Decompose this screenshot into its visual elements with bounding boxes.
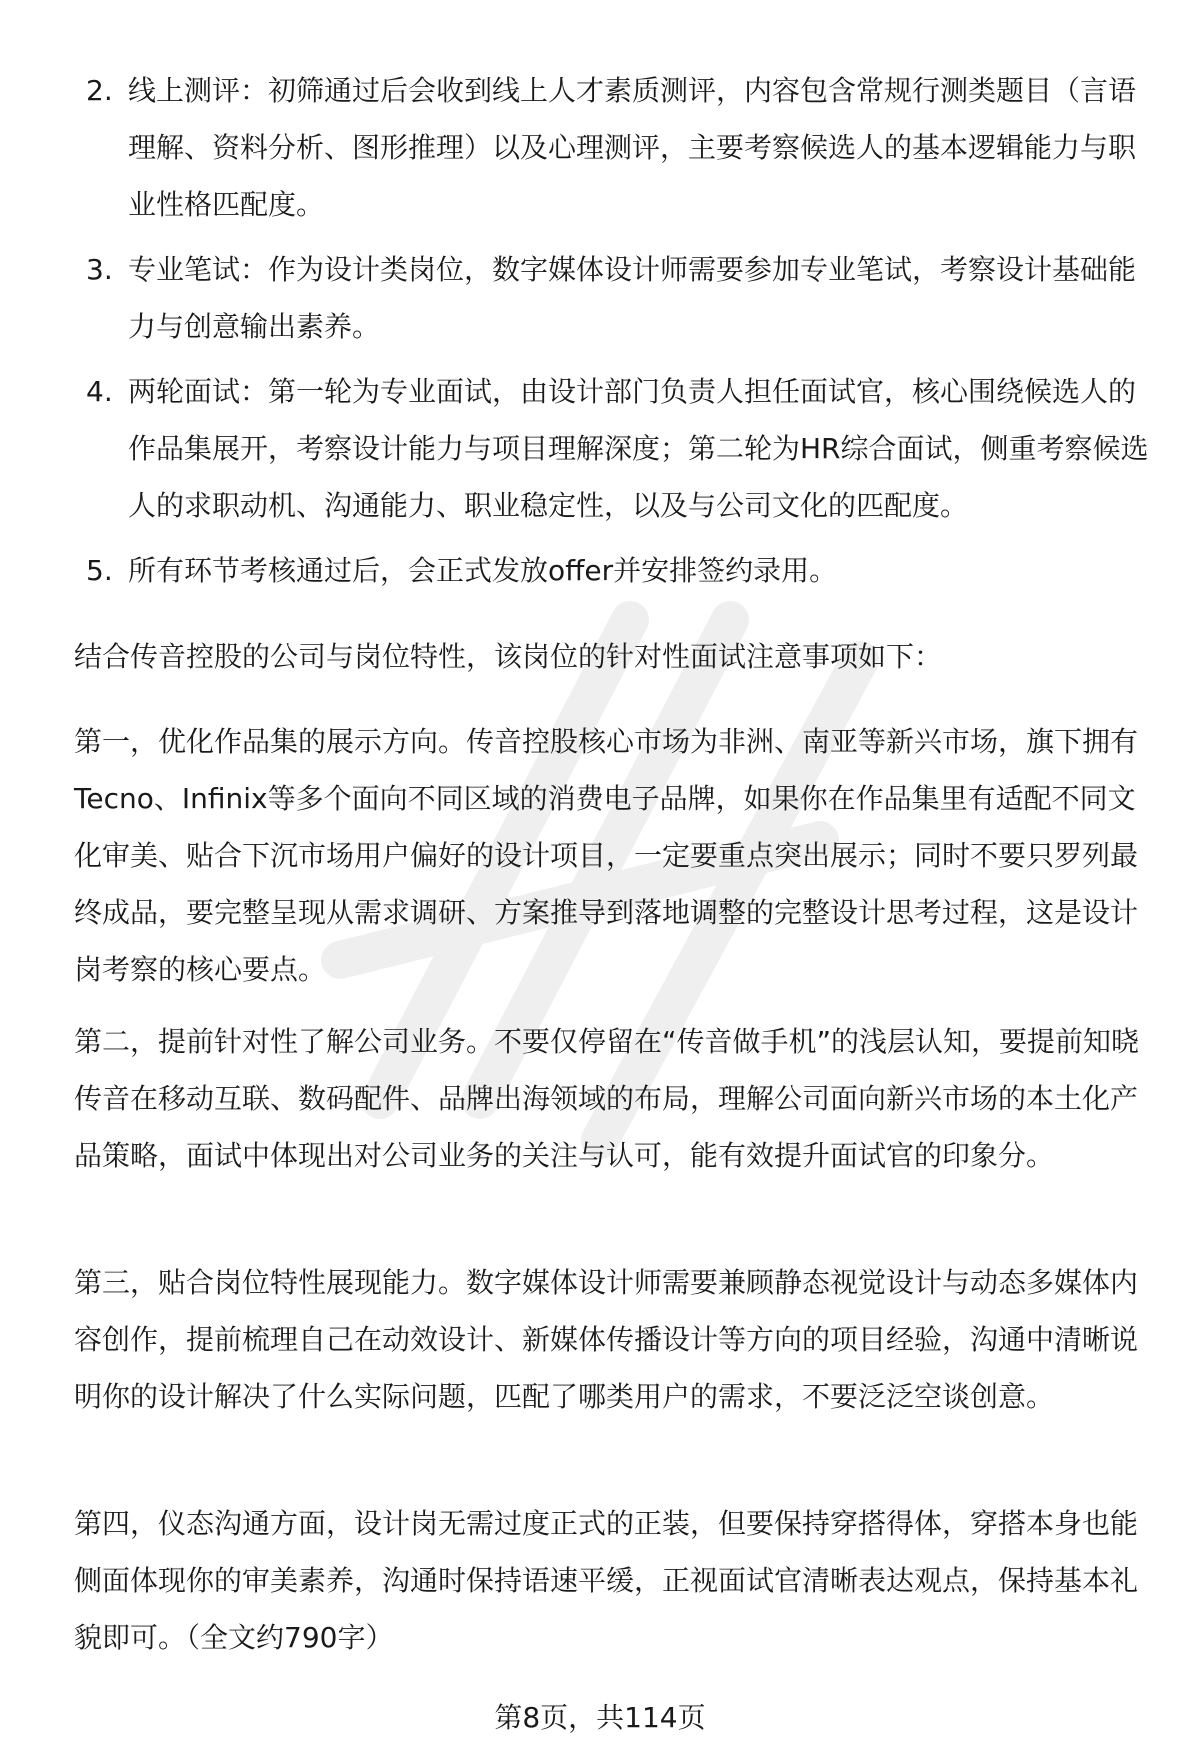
list-text: 线上测评：初筛通过后会收到线上人才素质测评，内容包含常规行测类题目（言语理解、资料分析、图形推理）以及心理测评，主要考察候选人的基本逻辑能力与职业性格匹配度。 <box>128 74 1137 221</box>
list-number: 4. <box>86 375 113 408</box>
list-number: 3. <box>86 253 113 286</box>
paragraph-fourth: 第四，仪态沟通方面，设计岗无需过度正式的正装，但要保持穿搭得体，穿搭本身也能侧面体现你的审美素养，沟通时保持语速平缓，正视面试官清晰表达观点，保持基本礼貌即可。（全文约790字） <box>74 1507 1139 1654</box>
paragraph-second: 第二，提前针对性了解公司业务。不要仅停留在“传音做手机”的浅层认知，要提前知晓传音在移动互联、数码配件、品牌出海领域的布局，理解公司面向新兴市场的本土化产品策略，面试中体现出对公司业务的关注与认可，能有效提升面试官的印象分。 <box>74 1025 1140 1172</box>
list-text: 所有环节考核通过后，会正式发放offer并安排签约录用。 <box>128 554 838 587</box>
page-number-footer: 第8页，共114页 <box>494 1701 706 1734</box>
list-number: 2. <box>86 74 113 107</box>
list-item <box>86 363 1156 534</box>
list-text: 两轮面试：第一轮为专业面试，由设计部门负责人担任面试官，核心围绕候选人的作品集展开，考察设计能力与项目理解深度；第二轮为HR综合面试，侧重考察候选人的求职动机、沟通能力、职业稳定性，以及与公司文化的匹配度。 <box>128 375 1149 522</box>
list-item <box>86 542 1156 599</box>
list-item <box>86 241 1156 355</box>
list-number: 5. <box>86 554 113 587</box>
paragraph-third: 第三，贴合岗位特性展现能力。数字媒体设计师需要兼顾静态视觉设计与动态多媒体内容创作，提前梳理自己在动效设计、新媒体传播设计等方向的项目经验，沟通中清晰说明你的设计解决了什么实际问题，匹配了哪类用户的需求，不要泛泛空谈创意。 <box>74 1266 1139 1413</box>
list-item <box>86 62 1156 233</box>
paragraph-first: 第一，优化作品集的展示方向。传音控股核心市场为非洲、南亚等新兴市场，旗下拥有Tecno、Infinix等多个面向不同区域的消费电子品牌，如果你在作品集里有适配不同文化审美、贴合下沉市场用户偏好的设计项目，一定要重点突出展示；同时不要只罗列最终成品，要完整呈现从需求调研、方案推导到落地调整的完整设计思考过程，这是设计岗考察的核心要点。 <box>74 725 1139 986</box>
intro-paragraph: 结合传音控股的公司与岗位特性，该岗位的针对性面试注意事项如下： <box>74 640 943 673</box>
list-text: 专业笔试：作为设计类岗位，数字媒体设计师需要参加专业笔试，考察设计基础能力与创意输出素养。 <box>128 253 1137 343</box>
process-steps-list <box>86 62 1156 607</box>
